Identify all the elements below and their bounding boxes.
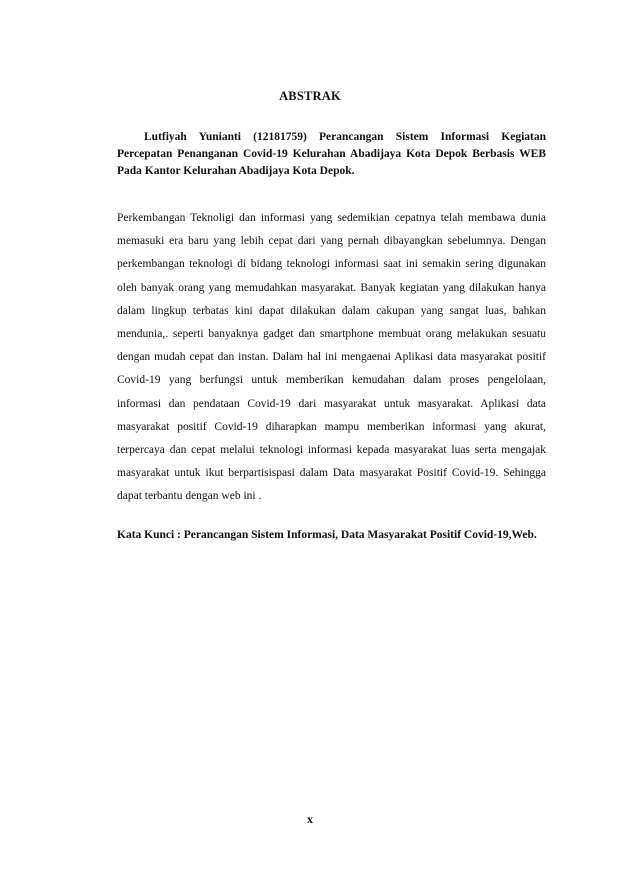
author-title-statement: Lutfiyah Yunianti (12181759) Perancangan Sistem Informasi Kegiatan Percepatan Penanganan Covid-19 Kelurahan Abadijaya Kota Depok Berbasis WEB Pada Kantor Kelurahan Abadijaya Kota Depok.: [117, 131, 546, 177]
abstract-title: ABSTRAK: [279, 89, 341, 103]
page-number: x: [307, 812, 313, 826]
abstract-body: Perkembangan Teknoligi dan informasi yang sedemikian cepatnya telah membawa dunia memasuki era baru yang lebih cepat dari yang pernah dibayangkan sebelumnya. Dengan perkembangan teknologi di bidang teknologi informasi saat ini semakin sering digunakan oleh banyak orang yang memudahkan masyarakat. Banyak kegiatan yang dilakukan hanya dalam lingkup terbatas kini dapat dilakukan dalam cakupan yang sangat luas, bahkan mendunia,. seperti banyaknya gadget dan smartphone membuat orang melakukan sesuatu dengan mudah cepat dan instan. Dalam hal ini mengaenai Aplikasi data masyarakat positif Covid-19 yang berfungsi untuk memberikan kemudahan dalam proses pengelolaan, informasi dan pendataan Covid-19 dari masyarakat untuk masyarakat. Aplikasi data masyarakat positif Covid-19 diharapkan mampu memberikan informasi yang akurat, terpercaya dan cepat melalui teknologi informasi kepada masyarakat luas serta mengajak masyarakat untuk ikut berpartisispasi dalam Data masyarakat Positif Covid-19. Sehingga dapat terbantu dengan web ini .: [117, 212, 546, 503]
keywords: Kata Kunci : Perancangan Sistem Informasi, Data Masyarakat Positif Covid-19,Web.: [117, 529, 537, 541]
